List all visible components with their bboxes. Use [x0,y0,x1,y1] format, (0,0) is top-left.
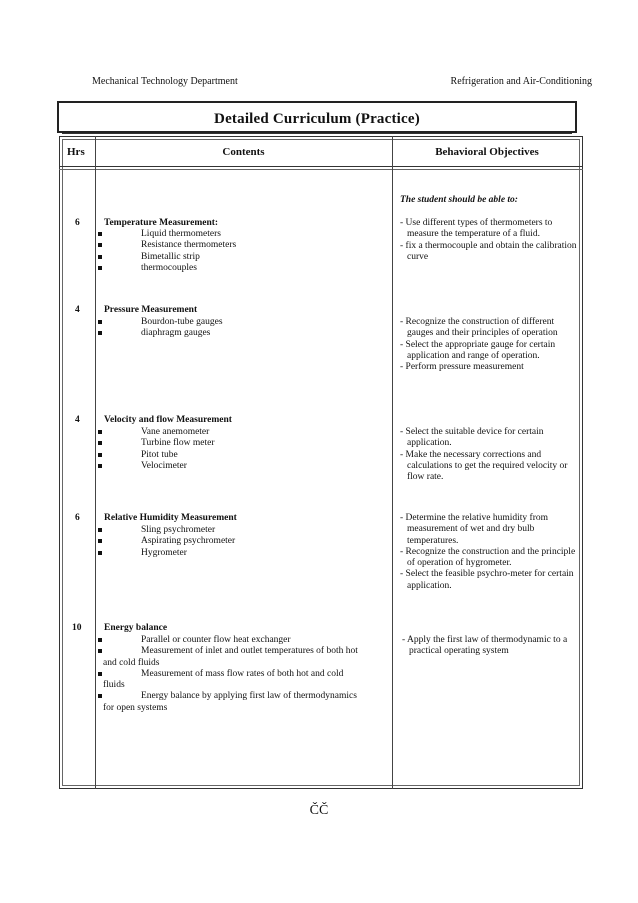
bullet-icon [98,672,102,676]
column-divider-contents [392,136,393,789]
section-title: Energy balance [104,623,168,633]
objective-item: - Determine the relative humidity from measurement of wet and dry bulb temperatures. [400,513,548,546]
section-hrs: 4 [75,305,80,315]
header-program: Refrigeration and Air-Conditioning [450,76,592,87]
header-divider-double [59,169,583,170]
objective-item: - Recognize the construction and the principle of operation of hygrometer. [400,546,576,569]
list-item: Resistance thermometers [97,240,367,251]
bullet-icon [98,528,102,532]
list-item: Vane anemometer [97,427,367,438]
section-title: Temperature Measurement: [104,218,219,228]
objective-item: - Select the appropriate gauge for certain application and range of operation. [400,339,556,361]
objective-item: - Use different types of thermometers to measure the temperature of a fluid. [400,218,553,240]
list-item: Energy balance by applying first law of thermodynamics for open systems [97,691,367,714]
section-items [97,317,367,340]
list-item: Pitot tube [97,450,367,461]
header-department: Mechanical Technology Department [92,76,238,87]
list-item: Turbine flow meter [97,438,367,449]
list-item: thermocouples [97,263,367,274]
list-item: diaphragm gauges [97,328,367,339]
list-item: Measurement of inlet and outlet temperatures of both hot and cold fluids [97,646,367,669]
bullet-icon [98,464,102,468]
section-hrs: 4 [75,415,80,425]
bullet-icon [98,441,102,445]
bullet-icon [98,430,102,434]
list-item: Sling psychrometer [97,525,367,536]
list-item: Measurement of mass flow rates of both hot and cold fluids [97,669,367,692]
list-item: Liquid thermometers [97,229,367,240]
objective-item: - Select the feasible psychro-meter for certain application. [400,569,574,591]
title-box [57,101,577,133]
column-header-objectives: Behavioral Objectives [435,146,539,158]
bullet-icon [98,232,102,236]
section-title: Velocity and flow Measurement [104,415,232,425]
bullet-icon [98,331,102,335]
column-header-contents: Contents [222,146,265,158]
bullet-icon [98,453,102,457]
header-divider [59,166,583,167]
section-title: Relative Humidity Measurement [104,513,237,523]
objective-item: - Select the suitable device for certain application. [400,427,544,449]
section-items [97,525,367,559]
list-item: Velocimeter [97,461,367,472]
section-items [97,229,367,274]
objective-item: - Perform pressure measurement [400,362,524,373]
bullet-icon [98,539,102,543]
list-item: Aspirating psychrometer [97,536,367,547]
list-item: Hygrometer [97,548,367,559]
objective-item: - Recognize the construction of different gauges and their principles of operation [400,317,558,339]
section-objectives [400,218,580,263]
bullet-icon [98,551,102,555]
section-objectives [400,427,580,483]
section-hrs: 6 [75,218,80,228]
page-title: Detailed Curriculum (Practice) [214,111,420,127]
bullet-icon [98,649,102,653]
objective-item: - Make the necessary corrections and calculations to get the required velocity or flow rate. [400,449,568,483]
section-hrs: 10 [72,623,82,633]
column-header-hrs: Hrs [67,146,85,158]
objective-item: - Apply the first law of thermodynamic to a practical operating system [402,635,568,657]
objectives-intro: The student should be able to: [400,195,518,205]
list-item: Bourdon-tube gauges [97,317,367,328]
section-objectives [400,513,580,592]
section-items [97,635,367,714]
section-objectives [400,317,580,373]
bullet-icon [98,255,102,259]
section-objectives [402,635,582,658]
bullet-icon [98,266,102,270]
page-number: ČČ [309,803,329,818]
bullet-icon [98,320,102,324]
section-items [97,427,367,472]
list-item: Bimetallic strip [97,252,367,263]
section-hrs: 6 [75,513,80,523]
column-divider-hrs [95,136,96,789]
bullet-icon [98,694,102,698]
list-item: Parallel or counter flow heat exchanger [97,635,367,646]
section-title: Pressure Measurement [104,305,198,315]
bullet-icon [98,243,102,247]
bullet-icon [98,638,102,642]
objective-item: - fix a thermocouple and obtain the calibration curve [400,240,577,262]
